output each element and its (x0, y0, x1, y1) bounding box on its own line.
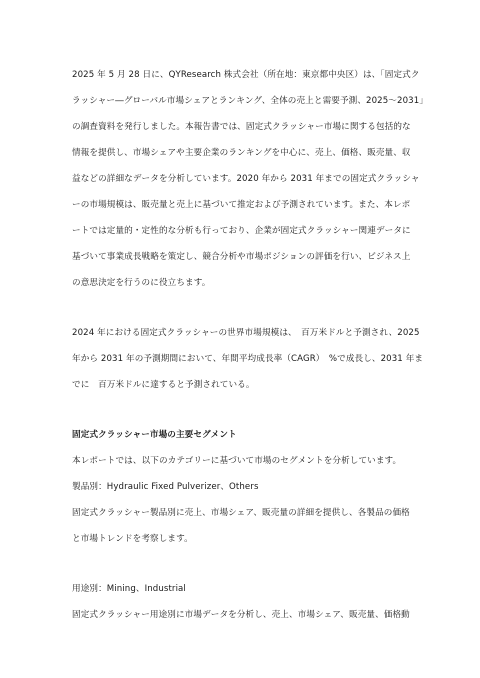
paragraph-gap (72, 296, 410, 320)
intro-line: の意思決定を行うのに役立ちます。 (72, 278, 211, 288)
application-desc-line: 固定式クラッシャー用途別に市場データを分析し、売上、市場シェア、販売量、価格動 (72, 610, 410, 620)
product-desc-line: と市場トレンドを考察します。 (72, 534, 193, 544)
segment-section (72, 422, 410, 552)
application-label: 用途別：Mining、Industrial (72, 584, 186, 594)
segment-heading: 固定式クラッシャー市場の主要セグメント (72, 430, 237, 440)
market-size-paragraph (72, 320, 424, 398)
intro-paragraph (72, 62, 428, 296)
intro-line: ートでは定量的・定性的な分析も行っており、企業が固定式クラッシャー関連データに (72, 226, 411, 236)
intro-line: 2025 年 5 月 28 日に、QYResearch 株式会社（所在地：東京都中央区）は、「固定式ク (72, 70, 420, 80)
market-line: 年から 2031 年の予測期間において、年間平均成長率（CAGR） %で成長し、2031 年ま (72, 354, 424, 364)
intro-line: 益などの詳細なデータを分析しています。2020 年から 2031 年までの固定式クラッシャ (72, 174, 420, 184)
product-desc-line: 固定式クラッシャー製品別に売上、市場シェア、販売量の詳細を提供し、各製品の価格 (72, 508, 410, 518)
application-section (72, 576, 410, 628)
paragraph-gap (72, 552, 410, 576)
segment-intro: 本レポートでは、以下のカテゴリーに基づいて市場のセグメントを分析しています。 (72, 456, 402, 466)
intro-line: 情報を提供し、市場シェアや主要企業のランキングを中心に、売上、価格、販売量、収 (72, 148, 411, 158)
intro-line: 基づいて事業成長戦略を策定し、競合分析や市場ポジションの評価を行い、ビジネス上 (72, 252, 411, 262)
product-label: 製品別：Hydraulic Fixed Pulverizer、Others (72, 482, 259, 492)
intro-line: ーの市場規模は、販売量と売上に基づいて推定および予測されています。また、本レポ (72, 200, 411, 210)
intro-line: の調査資料を発行しました。本報告書では、固定式クラッシャー市場に関する包括的な (72, 122, 411, 132)
market-line: 2024 年における固定式クラッシャーの世界市場規模は、 百万米ドルと予測され、2025 (72, 328, 420, 338)
paragraph-gap (72, 398, 410, 422)
market-line: でに 百万米ドルに達すると予測されている。 (72, 380, 255, 390)
intro-line: ラッシャー―グローバル市場シェアとランキング、全体の売上と需要予測、2025～2031」 (72, 96, 428, 106)
